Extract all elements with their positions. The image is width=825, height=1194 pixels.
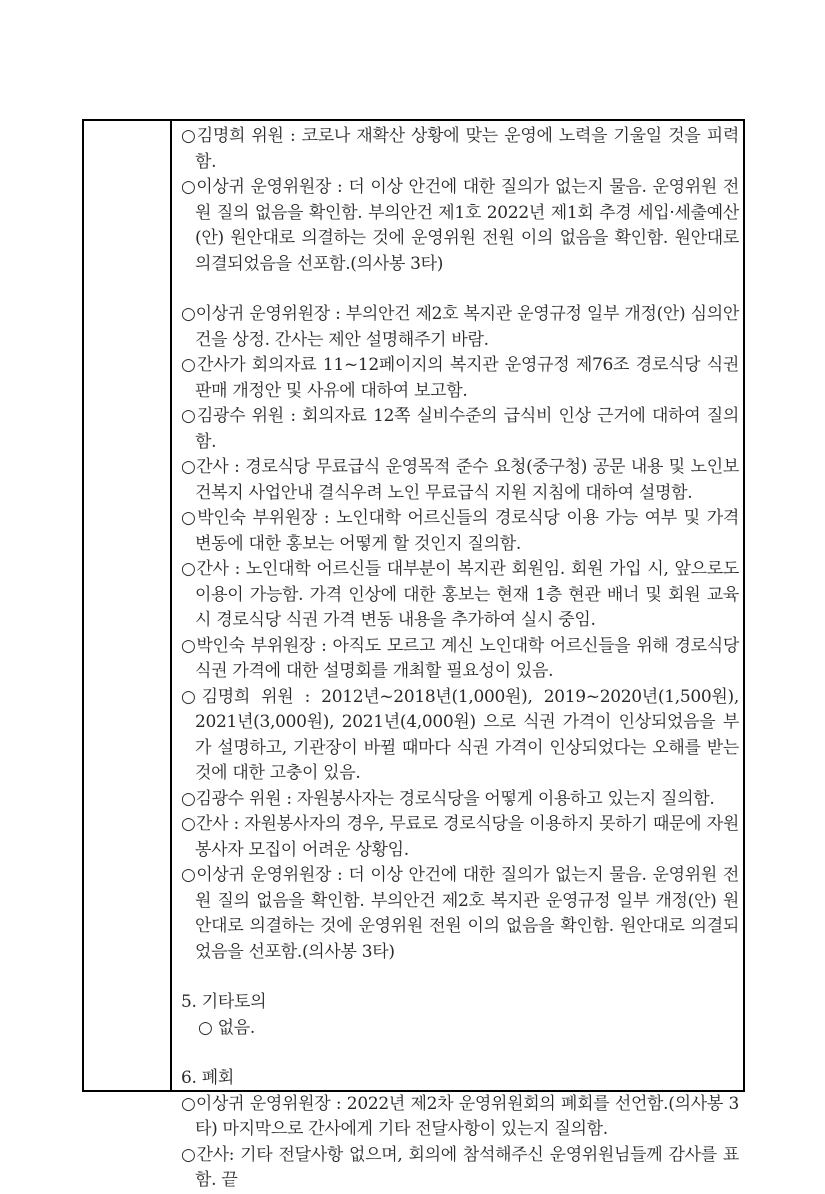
minutes-paragraph: ○김광수 위원 : 회의자료 12쪽 실비수준의 급식비 인상 근거에 대하여 질의함. bbox=[181, 406, 739, 452]
minutes-table bbox=[82, 119, 745, 1190]
minutes-paragraph: ○이상귀 운영위원장 : 더 이상 안건에 대한 질의가 없는지 물음. 운영위원 전원 질의 없음을 확인함. 부의안건 제1호 2022년 제1회 추경 세입·세출예산(안) 원안대로 의결하는 것에 운영위원 전원 이의 없음을 확인함. 원안대로 의결되었음을 선포함.(의사봉 3타) bbox=[181, 177, 739, 274]
side-label-cell bbox=[84, 121, 172, 1090]
minutes-paragraph: ○이상귀 운영위원장 : 2022년 제2차 운영위원회의 폐회를 선언함.(의사봉 3타) 마지막으로 간사에게 기타 전달사항이 있는지 질의함. bbox=[181, 1093, 739, 1139]
minutes-paragraph: ○김명희 위원 : 2012년~2018년(1,000원), 2019~2020년(1,500원), 2021년(3,000원), 2021년(4,000원) 으로 식권 가격이 인상되었음을 부가 설명하고, 기관장이 바뀔 때마다 식권 가격이 인상되었다는 오해를 받는 것에 대한 고충이 있음. bbox=[181, 686, 739, 783]
minutes-paragraph: ○간사 : 경로식당 무료급식 운영목적 준수 요청(중구청) 공문 내용 및 노인보건복지 사업안내 결식우려 노인 무료급식 지원 지침에 대하여 설명함. bbox=[181, 457, 739, 503]
minutes-paragraph: ○박인숙 부위원장 : 아직도 모르고 계신 노인대학 어르신들을 위해 경로식당 식권 가격에 대한 설명회를 개최할 필요성이 있음. bbox=[181, 635, 739, 681]
minutes-paragraph: ○이상귀 운영위원장 : 부의안건 제2호 복지관 운영규정 일부 개정(안) 심의안건을 상정. 간사는 제안 설명해주기 바람. bbox=[181, 304, 739, 350]
minutes-paragraph: ○이상귀 운영위원장 : 더 이상 안건에 대한 질의가 없는지 물음. 운영위원 전원 질의 없음을 확인함. 부의안건 제2호 복지관 운영규정 일부 개정(안) 원안대로 의결하는 것에 운영위원 전원 이의 없음을 확인함. 원안대로 의결되었음을 선포함.(의사봉 3타) bbox=[181, 865, 739, 962]
minutes-paragraph: ○간사 : 자원봉사자의 경우, 무료로 경로식당을 이용하지 못하기 때문에 자원봉사자 모집이 어려운 상황임. bbox=[181, 814, 739, 860]
minutes-paragraph: ○박인숙 부위원장 : 노인대학 어르신들의 경로식당 이용 가능 여부 및 가격 변동에 대한 홍보는 어떻게 할 것인지 질의함. bbox=[181, 508, 739, 554]
minutes-paragraph: ○간사 : 노인대학 어르신들 대부분이 복지관 회원임. 회원 가입 시, 앞으로도 이용이 가능함. 가격 인상에 대한 홍보는 현재 1층 현관 배너 및 회원 교육 시 경로식당 식권 가격 변동 내용을 추가하여 실시 중임. bbox=[181, 559, 739, 630]
section-heading: 5. 기타토의 bbox=[181, 992, 267, 1012]
section-heading: 6. 폐회 bbox=[181, 1068, 234, 1088]
minutes-paragraph: ○김광수 위원 : 자원봉사자는 경로식당을 어떻게 이용하고 있는지 질의함. bbox=[181, 788, 715, 809]
minutes-paragraph: ○간사가 회의자료 11~12페이지의 복지관 운영규정 제76조 경로식당 식권 판매 개정안 및 사유에 대하여 보고함. bbox=[181, 355, 739, 401]
minutes-paragraph: ○ 없음. bbox=[198, 1017, 255, 1038]
minutes-paragraph: ○김명희 위원 : 코로나 재확산 상황에 맞는 운영에 노력을 기울일 것을 피력함. bbox=[181, 126, 739, 172]
minutes-content-cell bbox=[172, 121, 743, 1190]
minutes-paragraph: ○간사: 기타 전달사항 없으며, 회의에 참석해주신 운영위원님들께 감사를 표함. 끝 bbox=[181, 1144, 739, 1190]
